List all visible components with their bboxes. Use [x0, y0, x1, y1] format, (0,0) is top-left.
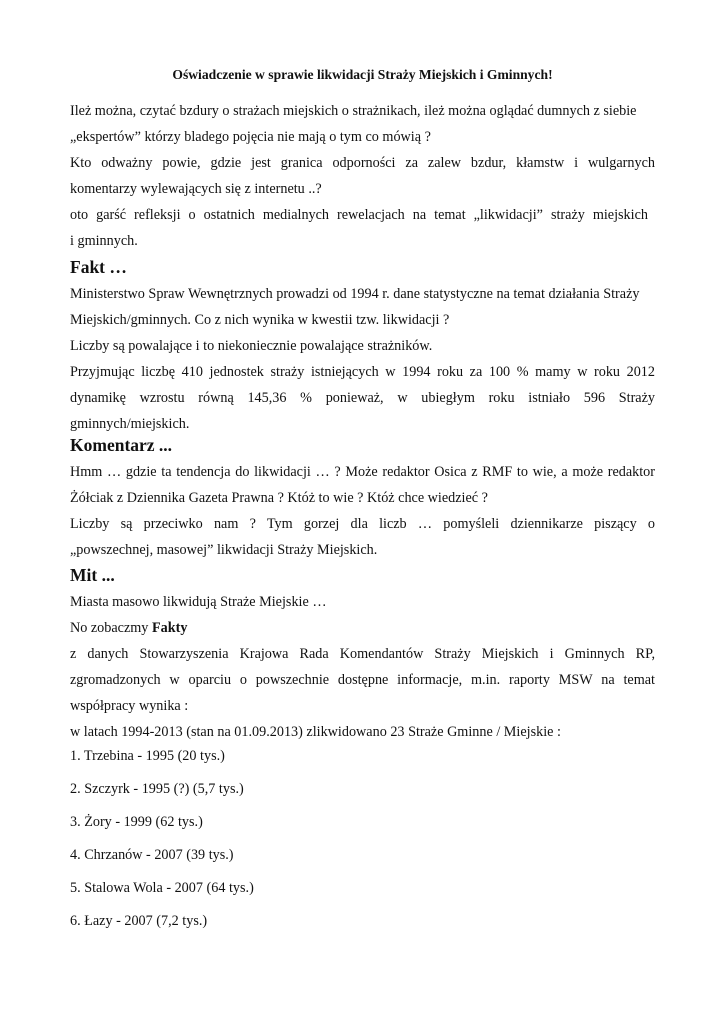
fakt-line-3: Liczby są powalające i to niekoniecznie powalające strażników. — [70, 338, 433, 354]
mit-line-6: w latach 1994-2013 (stan na 01.09.2013) zlikwidowano 23 Straże Gminne / Miejskie : — [70, 724, 561, 740]
list-item: 4. Chrzanów - 2007 (39 tys.) — [70, 847, 234, 863]
intro-line-1: Ileż można, czytać bzdury o strażach miejskich o strażnikach, ileż można oglądać dumnych z siebie — [70, 103, 637, 119]
mit-line-4: zgromadzonych w oparciu o powszechnie dostępne informacje, m.in. raporty MSW na temat — [70, 672, 655, 688]
list-item: 3. Żory - 1999 (62 tys.) — [70, 814, 203, 830]
mit-line-5: współpracy wynika : — [70, 698, 189, 714]
komentarz-paragraph — [70, 459, 655, 563]
fakt-line-6: gminnych/miejskich. — [70, 416, 190, 432]
section-heading-fakt: Fakt … — [70, 257, 127, 277]
intro-line-3: Kto odważny powie, gdzie jest granica odporności za zalew bzdur, kłamstw i wulgarnych — [70, 155, 655, 171]
list-item: 6. Łazy - 2007 (7,2 tys.) — [70, 913, 208, 929]
list-item: 5. Stalowa Wola - 2007 (64 tys.) — [70, 880, 254, 896]
fakt-paragraph — [70, 281, 655, 437]
fakt-line-2: Miejskich/gminnych. Co z nich wynika w kwestii tzw. likwidacji ? — [70, 312, 450, 328]
mit-paragraph — [70, 589, 655, 745]
mit-line-2-bold: Fakty — [151, 620, 188, 636]
section-heading-mit: Mit ... — [70, 565, 115, 585]
komentarz-line-2: Żółciak z Dziennika Gazeta Prawna ? Któż to wie ? Któż chce wiedzieć ? — [70, 490, 488, 506]
intro-line-2: „ekspertów” którzy bladego pojęcia nie mają o tym co mówią ? — [70, 129, 431, 145]
fakt-line-1: Ministerstwo Spraw Wewnętrznych prowadzi od 1994 r. dane statystyczne na temat działania Straży — [70, 286, 640, 302]
komentarz-line-3: Liczby są przeciwko nam ? Tym gorzej dla liczb … pomyśleli dziennikarze piszący o — [70, 516, 655, 532]
komentarz-line-1: Hmm … gdzie ta tendencja do likwidacji … ? Może redaktor Osica z RMF to wie, a może redaktor — [70, 464, 655, 480]
document-title: Oświadczenie w sprawie likwidacji Straży Miejskich i Gminnych! — [172, 67, 553, 82]
mit-line-1: Miasta masowo likwidują Straże Miejskie … — [70, 594, 327, 610]
list-item: 2. Szczyrk - 1995 (?) (5,7 tys.) — [70, 781, 244, 797]
list-item: 1. Trzebina - 1995 (20 tys.) — [70, 748, 225, 764]
mit-line-3: z danych Stowarzyszenia Krajowa Rada Komendantów Straży Miejskich i Gminnych RP, — [70, 646, 655, 662]
mit-line-2 — [70, 615, 655, 641]
section-heading-komentarz: Komentarz ... — [70, 435, 173, 455]
liquidated-guards-list — [70, 740, 655, 938]
intro-line-5: oto garść refleksji o ostatnich medialnych rewelacjach na temat „likwidacji” straży miejskich — [70, 207, 648, 223]
intro-paragraph — [70, 98, 655, 254]
fakt-line-5: dynamikę wzrostu równą 145,36 % ponieważ, w ubiegłym roku istniało 596 Straży — [70, 390, 655, 406]
intro-line-6: i gminnych. — [70, 233, 138, 249]
fakt-line-4: Przyjmując liczbę 410 jednostek straży istniejących w 1994 roku za 100 % mamy w roku 2012 — [70, 364, 655, 380]
intro-line-4: komentarzy wylewających się z internetu ..? — [70, 181, 322, 197]
mit-line-2-prefix: No zobaczmy — [70, 620, 152, 636]
komentarz-line-4: „powszechnej, masowej” likwidacji Straży Miejskich. — [70, 542, 378, 558]
